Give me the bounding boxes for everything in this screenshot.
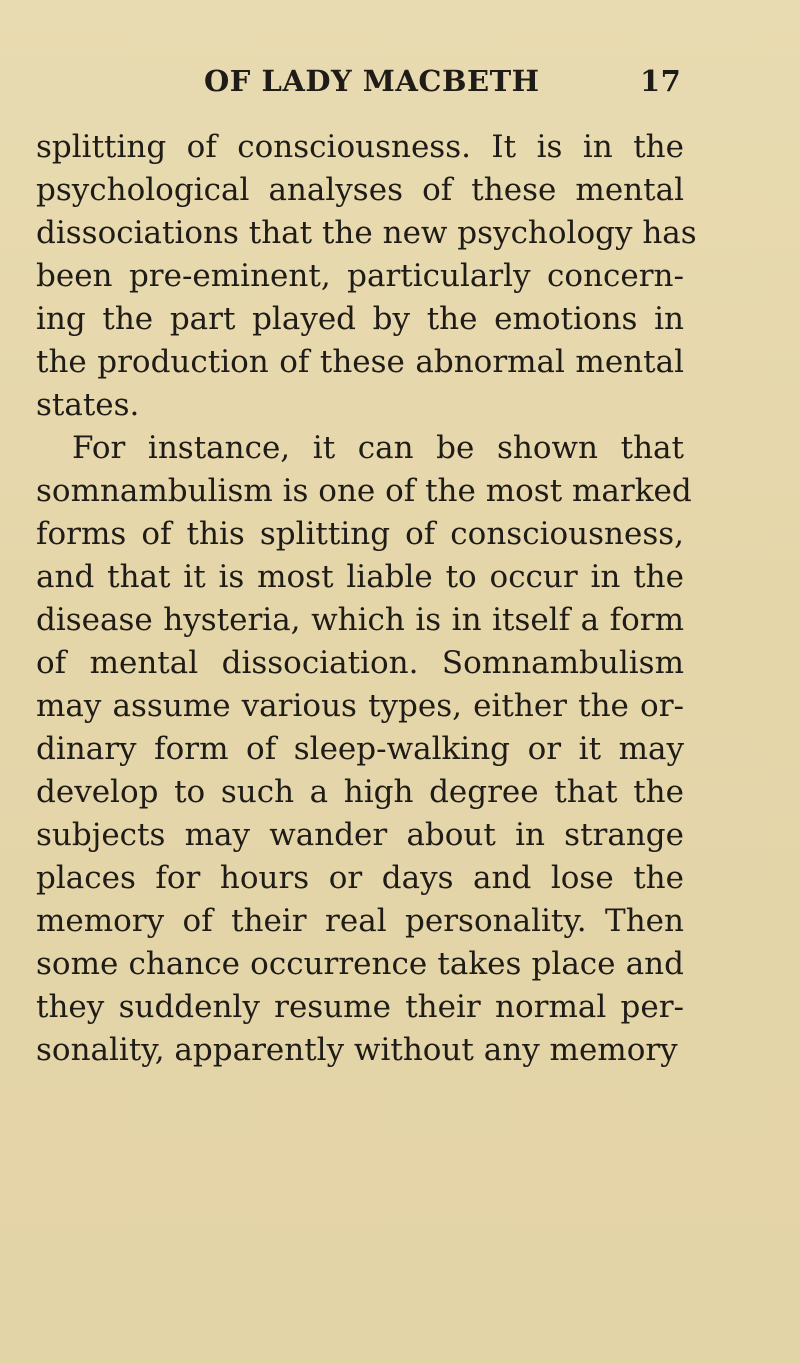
text-line: psychological analyses of these mental — [36, 172, 684, 208]
text-line: been pre-eminent, particularly concern- — [36, 258, 684, 294]
text-line: sonality, apparently without any memory — [36, 1032, 678, 1068]
text-line: For instance, it can be shown that — [72, 430, 684, 466]
body-text — [36, 126, 697, 1072]
text-line: ing the part played by the emotions in — [36, 301, 684, 337]
text-line: splitting of consciousness. It is in the — [36, 129, 684, 165]
text-line: develop to such a high degree that the — [36, 774, 684, 810]
text-line: places for hours or days and lose the — [36, 860, 684, 896]
text-line: disease hysteria, which is in itself a form — [36, 602, 684, 638]
text-line: may assume various types, either the or- — [36, 688, 684, 724]
text-line: dissociations that the new psychology has — [36, 215, 697, 251]
text-line: they suddenly resume their normal per- — [36, 989, 684, 1025]
text-line: the production of these abnormal mental — [36, 344, 684, 380]
text-line: forms of this splitting of consciousness, — [36, 516, 684, 552]
text-line: subjects may wander about in strange — [36, 817, 684, 853]
running-title: OF LADY MACBETH — [204, 64, 540, 98]
text-line: dinary form of sleep-walking or it may — [36, 731, 684, 767]
text-line: some chance occurrence takes place and — [36, 946, 684, 982]
text-line: and that it is most liable to occur in the — [36, 559, 684, 595]
page-number: 17 — [640, 64, 682, 98]
text-line: of mental dissociation. Somnambulism — [36, 645, 684, 681]
page-header — [0, 64, 800, 104]
text-line: memory of their real personality. Then — [36, 903, 684, 939]
text-line: states. — [36, 387, 140, 423]
text-line: somnambulism is one of the most marked — [36, 473, 692, 509]
